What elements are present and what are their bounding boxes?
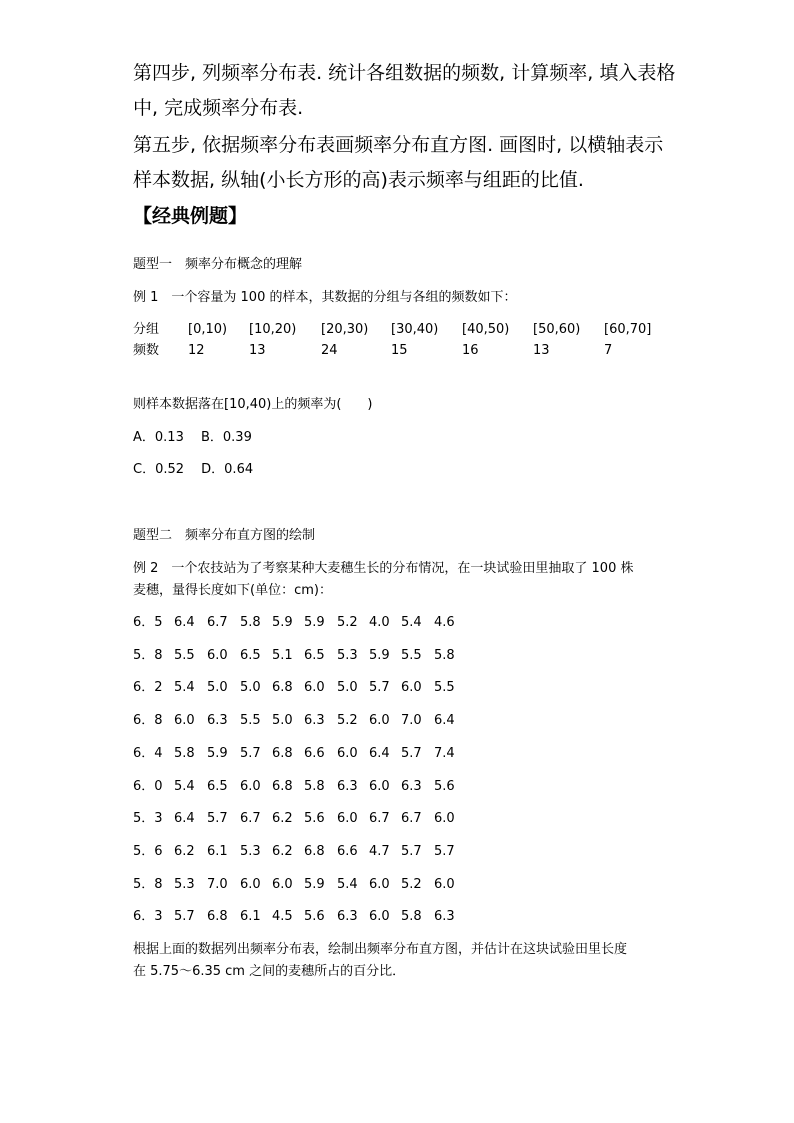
data-value: 6.0 (401, 680, 422, 696)
data-value: 6.7 (401, 811, 422, 827)
data-value: 5．8 (133, 876, 163, 892)
data-value: 6.1 (207, 843, 228, 859)
data-value: 6.8 (272, 778, 293, 794)
data-value: 6.0 (240, 876, 261, 892)
data-row (133, 712, 473, 730)
data-value: 5.9 (304, 615, 325, 630)
type2-task-line1: 根据上面的数据列出频率分布表，绘制出频率分布直方图，并估计在这块试验田里长度 (133, 942, 628, 957)
data-value: 5.0 (272, 713, 293, 729)
data-value: 6．2 (133, 680, 163, 696)
type2-example-line1: 例 2 一个农技站为了考察某种大麦穗生长的分布情况，在一块试验田里抽取了 100 株 (133, 561, 634, 576)
data-value: 6.0 (240, 778, 261, 794)
data-value: 6.3 (401, 778, 422, 794)
count-cell: 13 (533, 343, 550, 358)
data-value: 5.7 (207, 811, 228, 827)
data-value: 6.5 (240, 647, 261, 663)
data-value: 6.0 (272, 876, 293, 892)
data-value: 6．4 (133, 745, 163, 761)
data-value: 6.8 (207, 909, 228, 925)
data-value: 6.2 (174, 843, 195, 859)
data-value: 5.7 (174, 909, 195, 925)
intro-step5-line2: 样本数据, 纵轴(小长方形的高)表示频率与组距的比值. (133, 169, 584, 191)
data-value: 6.1 (240, 909, 261, 925)
data-value: 5.8 (401, 909, 422, 925)
data-value: 5.2 (337, 713, 358, 729)
data-row (133, 679, 473, 697)
data-value: 5.4 (337, 876, 358, 892)
data-value: 6.0 (434, 876, 455, 892)
data-value: 6.3 (207, 713, 228, 729)
data-value: 5.7 (401, 843, 422, 859)
data-value: 4.5 (272, 909, 293, 925)
group-cell: [40,50) (462, 322, 510, 337)
data-value: 6.7 (240, 811, 261, 827)
data-row (133, 614, 473, 632)
data-row (133, 876, 473, 894)
data-value: 6.2 (272, 811, 293, 827)
data-value: 5.4 (174, 778, 195, 794)
data-value: 6.4 (174, 615, 195, 630)
data-row (133, 843, 473, 861)
data-value: 5.8 (240, 615, 261, 630)
data-value: 5.9 (369, 647, 390, 663)
data-value: 6.0 (337, 745, 358, 761)
data-value: 6.4 (369, 745, 390, 761)
group-row-label: 分组 (133, 322, 160, 337)
data-value: 6.6 (337, 843, 358, 859)
data-value: 7.4 (434, 745, 455, 761)
data-value: 5.3 (240, 843, 261, 859)
count-cell: 13 (249, 343, 266, 358)
data-value: 5.9 (272, 615, 293, 630)
data-value: 6.3 (337, 909, 358, 925)
data-value: 6.0 (434, 811, 455, 827)
data-value: 5.5 (240, 713, 261, 729)
group-cell: [50,60) (533, 322, 581, 337)
count-cell: 16 (462, 343, 479, 358)
data-value: 7.0 (401, 713, 422, 729)
data-value: 7.0 (207, 876, 228, 892)
data-value: 6.8 (272, 745, 293, 761)
type1-options-cd: C．0.52 D．0.64 (133, 462, 254, 477)
data-value: 6.4 (434, 713, 455, 729)
data-value: 6.4 (174, 811, 195, 827)
intro-step5-line1: 第五步, 依据频率分布表画频率分布直方图. 画图时, 以横轴表示 (133, 134, 664, 156)
data-value: 6.3 (304, 713, 325, 729)
data-value: 6.0 (337, 811, 358, 827)
data-value: 5.0 (240, 680, 261, 696)
count-cell: 15 (391, 343, 408, 358)
data-row (133, 745, 473, 763)
data-value: 5.4 (401, 615, 422, 630)
data-row (133, 778, 473, 796)
type1-example: 例 1 一个容量为 100 的样本，其数据的分组与各组的频数如下： (133, 290, 517, 305)
data-value: 6.0 (369, 778, 390, 794)
data-row (133, 908, 473, 926)
data-value: 5.7 (369, 680, 390, 696)
data-value: 5.8 (434, 647, 455, 663)
data-value: 4.7 (369, 843, 390, 859)
count-cell: 24 (321, 343, 338, 358)
data-value: 6.0 (304, 680, 325, 696)
data-value: 6.2 (272, 843, 293, 859)
type2-task-line2: 在 5.75～6.35 cm 之间的麦穗所占的百分比． (133, 964, 406, 979)
data-value: 5.8 (174, 745, 195, 761)
data-value: 5.5 (174, 647, 195, 663)
data-value: 6.7 (369, 811, 390, 827)
data-value: 5.9 (304, 876, 325, 892)
data-value: 6.6 (304, 745, 325, 761)
type2-title: 题型二 频率分布直方图的绘制 (133, 528, 316, 543)
data-value: 6.8 (304, 843, 325, 859)
data-value: 5.6 (304, 811, 325, 827)
data-value: 6.8 (272, 680, 293, 696)
data-value: 5.0 (207, 680, 228, 696)
count-row-label: 频数 (133, 343, 160, 358)
group-cell: [60,70] (604, 322, 652, 337)
data-row (133, 647, 473, 665)
type1-options-ab: A．0.13 B．0.39 (133, 430, 252, 445)
data-value: 5.7 (434, 843, 455, 859)
intro-step4-line1: 第四步, 列频率分布表. 统计各组数据的频数, 计算频率, 填入表格 (133, 62, 676, 84)
data-value: 5．6 (133, 843, 163, 859)
data-value: 5.2 (337, 615, 358, 630)
data-value: 6.5 (304, 647, 325, 663)
data-value: 6.3 (434, 909, 455, 925)
group-cell: [30,40) (391, 322, 439, 337)
data-value: 6．3 (133, 909, 163, 925)
freq-table-group-row (133, 321, 693, 339)
data-value: 5.4 (174, 680, 195, 696)
freq-table-count-row (133, 342, 693, 360)
data-value: 5.6 (304, 909, 325, 925)
data-value: 5.7 (401, 745, 422, 761)
data-value: 5．3 (133, 811, 163, 827)
type1-title: 题型一 频率分布概念的理解 (133, 257, 303, 272)
data-value: 4.0 (369, 615, 390, 630)
count-cell: 12 (188, 343, 205, 358)
type1-question: 则样本数据落在[10,40)上的频率为( ) (133, 397, 373, 412)
data-value: 5.5 (434, 680, 455, 696)
data-value: 6.5 (207, 778, 228, 794)
data-value: 5.7 (240, 745, 261, 761)
data-value: 6.0 (369, 909, 390, 925)
type2-example-line2: 麦穗，量得长度如下(单位：cm)： (133, 583, 332, 598)
data-value: 5.3 (174, 876, 195, 892)
count-cell: 7 (604, 343, 613, 358)
data-value: 6.0 (369, 876, 390, 892)
group-cell: [20,30) (321, 322, 369, 337)
data-row (133, 810, 473, 828)
data-value: 6．8 (133, 713, 163, 729)
data-value: 5.1 (272, 647, 293, 663)
group-cell: [0,10) (188, 322, 228, 337)
section-heading: 【经典例题】 (133, 205, 248, 227)
group-cell: [10,20) (249, 322, 297, 337)
data-value: 5.3 (337, 647, 358, 663)
data-value: 5.9 (207, 745, 228, 761)
data-value: 6．5 (133, 615, 163, 630)
data-value: 5.0 (337, 680, 358, 696)
data-value: 5.6 (434, 778, 455, 794)
data-value: 4.6 (434, 615, 455, 630)
data-value: 6.3 (337, 778, 358, 794)
data-value: 6.0 (207, 647, 228, 663)
data-value: 6.0 (174, 713, 195, 729)
data-value: 6.0 (369, 713, 390, 729)
data-value: 5．8 (133, 647, 163, 663)
data-value: 6.7 (207, 615, 228, 630)
data-value: 6．0 (133, 778, 163, 794)
intro-step4-line2: 中, 完成频率分布表. (133, 97, 304, 119)
data-value: 5.5 (401, 647, 422, 663)
data-value: 5.2 (401, 876, 422, 892)
data-value: 5.8 (304, 778, 325, 794)
